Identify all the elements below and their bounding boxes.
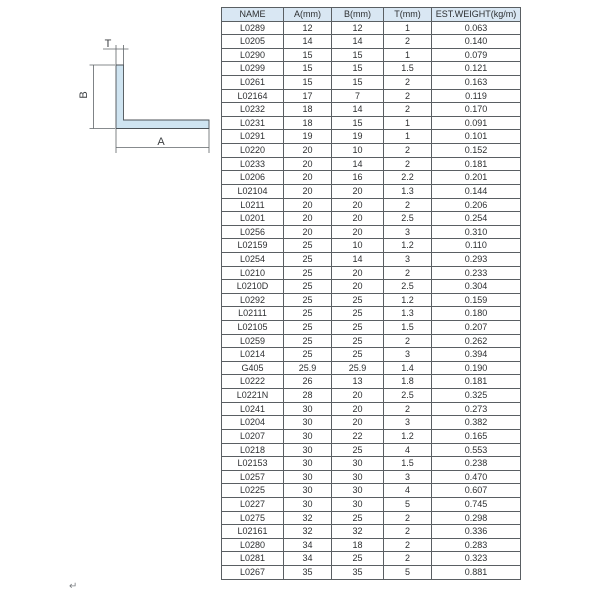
cell-name: L0299 xyxy=(222,62,284,76)
table-row xyxy=(222,429,521,443)
table-row xyxy=(222,157,521,171)
cell-value: 25.9 xyxy=(332,361,384,375)
cell-value: 20 xyxy=(332,280,384,294)
column-header-3: T(mm) xyxy=(384,8,432,22)
cell-name: L02159 xyxy=(222,239,284,253)
table-row xyxy=(222,361,521,375)
cell-value: 16 xyxy=(332,171,384,185)
cell-value: 4 xyxy=(384,443,432,457)
cell-name: L0281 xyxy=(222,552,284,566)
table-row xyxy=(222,321,521,335)
table-row xyxy=(222,76,521,90)
cell-value: 0.163 xyxy=(432,76,521,90)
table-row xyxy=(222,416,521,430)
cell-value: 20 xyxy=(332,402,384,416)
cell-value: 0.607 xyxy=(432,484,521,498)
cell-value: 1.5 xyxy=(384,457,432,471)
cell-value: 0.206 xyxy=(432,198,521,212)
cell-value: 12 xyxy=(332,21,384,35)
cell-name: L0204 xyxy=(222,416,284,430)
cell-value: 4 xyxy=(384,484,432,498)
cell-name: L02161 xyxy=(222,525,284,539)
b-dimension xyxy=(90,65,116,129)
table-row xyxy=(222,348,521,362)
cell-value: 3 xyxy=(384,252,432,266)
cell-value: 5 xyxy=(384,497,432,511)
cell-value: 35 xyxy=(284,565,332,579)
cell-name: L0289 xyxy=(222,21,284,35)
cell-name: L0290 xyxy=(222,48,284,62)
cell-value: 30 xyxy=(284,497,332,511)
cell-value: 0.254 xyxy=(432,212,521,226)
table-row xyxy=(222,402,521,416)
table-row xyxy=(222,375,521,389)
cell-name: G405 xyxy=(222,361,284,375)
cell-value: 1.2 xyxy=(384,293,432,307)
cell-name: L0210 xyxy=(222,266,284,280)
cell-name: L02153 xyxy=(222,457,284,471)
cell-value: 0.336 xyxy=(432,525,521,539)
cell-value: 1.2 xyxy=(384,429,432,443)
cell-value: 0.119 xyxy=(432,89,521,103)
cell-value: 14 xyxy=(332,157,384,171)
cell-value: 32 xyxy=(284,525,332,539)
cell-value: 2 xyxy=(384,144,432,158)
cell-value: 20 xyxy=(284,184,332,198)
cell-value: 30 xyxy=(332,457,384,471)
cell-value: 13 xyxy=(332,375,384,389)
cell-value: 18 xyxy=(332,538,384,552)
cell-value: 20 xyxy=(284,157,332,171)
cell-value: 0.063 xyxy=(432,21,521,35)
cell-value: 20 xyxy=(284,212,332,226)
cell-value: 0.293 xyxy=(432,252,521,266)
cell-name: L0222 xyxy=(222,375,284,389)
cell-value: 3 xyxy=(384,470,432,484)
cell-value: 20 xyxy=(332,416,384,430)
cell-value: 25 xyxy=(332,321,384,335)
cell-value: 30 xyxy=(332,484,384,498)
cell-name: L0206 xyxy=(222,171,284,185)
cell-value: 2 xyxy=(384,103,432,117)
cell-value: 2.2 xyxy=(384,171,432,185)
cell-value: 0.140 xyxy=(432,35,521,49)
table-row xyxy=(222,307,521,321)
cell-name: L0292 xyxy=(222,293,284,307)
cell-value: 1.3 xyxy=(384,184,432,198)
cell-value: 30 xyxy=(284,429,332,443)
cell-value: 15 xyxy=(332,76,384,90)
cell-value: 2 xyxy=(384,35,432,49)
table-row xyxy=(222,443,521,457)
cell-value: 1.3 xyxy=(384,307,432,321)
cell-value: 14 xyxy=(332,252,384,266)
cell-value: 30 xyxy=(332,470,384,484)
cell-value: 1 xyxy=(384,21,432,35)
cell-value: 25 xyxy=(332,443,384,457)
cell-value: 0.310 xyxy=(432,225,521,239)
cell-name: L0254 xyxy=(222,252,284,266)
cell-value: 2 xyxy=(384,402,432,416)
cell-value: 0.159 xyxy=(432,293,521,307)
cell-value: 18 xyxy=(284,103,332,117)
cell-value: 0.190 xyxy=(432,361,521,375)
cell-value: 0.394 xyxy=(432,348,521,362)
cell-name: L0280 xyxy=(222,538,284,552)
cell-value: 1.4 xyxy=(384,361,432,375)
cell-value: 3 xyxy=(384,416,432,430)
cell-value: 1.2 xyxy=(384,239,432,253)
cell-value: 2 xyxy=(384,157,432,171)
cell-name: L0232 xyxy=(222,103,284,117)
table-row xyxy=(222,62,521,76)
cell-value: 25 xyxy=(332,293,384,307)
cell-value: 1 xyxy=(384,48,432,62)
table-row xyxy=(222,552,521,566)
cell-name: L0267 xyxy=(222,565,284,579)
cell-value: 25 xyxy=(284,293,332,307)
cell-value: 25 xyxy=(284,239,332,253)
table-row xyxy=(222,525,521,539)
cell-value: 1 xyxy=(384,130,432,144)
cell-value: 25.9 xyxy=(284,361,332,375)
cell-value: 10 xyxy=(332,239,384,253)
paragraph-mark: ↵ xyxy=(69,581,78,592)
cell-value: 26 xyxy=(284,375,332,389)
cell-value: 30 xyxy=(284,416,332,430)
angle-profile-diagram xyxy=(68,32,228,162)
cell-value: 14 xyxy=(332,103,384,117)
cell-value: 1.5 xyxy=(384,321,432,335)
cell-value: 15 xyxy=(284,48,332,62)
cell-name: L0201 xyxy=(222,212,284,226)
cell-value: 2 xyxy=(384,266,432,280)
table-row xyxy=(222,89,521,103)
cell-name: L02111 xyxy=(222,307,284,321)
cell-name: L0259 xyxy=(222,334,284,348)
cell-value: 2 xyxy=(384,511,432,525)
t-dimension-label: T xyxy=(104,38,112,50)
cell-value: 25 xyxy=(332,552,384,566)
cell-value: 25 xyxy=(332,348,384,362)
cell-value: 15 xyxy=(284,62,332,76)
cell-value: 0.325 xyxy=(432,389,521,403)
cell-value: 30 xyxy=(284,484,332,498)
cell-name: L0256 xyxy=(222,225,284,239)
cell-value: 32 xyxy=(332,525,384,539)
cell-value: 34 xyxy=(284,552,332,566)
cell-value: 0.180 xyxy=(432,307,521,321)
cell-value: 15 xyxy=(332,116,384,130)
cell-value: 20 xyxy=(332,225,384,239)
cell-value: 0.304 xyxy=(432,280,521,294)
table-row xyxy=(222,538,521,552)
cell-value: 35 xyxy=(332,565,384,579)
table-row xyxy=(222,252,521,266)
cell-name: L0227 xyxy=(222,497,284,511)
cell-value: 2 xyxy=(384,538,432,552)
cell-value: 30 xyxy=(284,402,332,416)
table-row xyxy=(222,293,521,307)
cell-value: 0.881 xyxy=(432,565,521,579)
cell-name: L0205 xyxy=(222,35,284,49)
cell-value: 20 xyxy=(332,389,384,403)
cell-name: L0275 xyxy=(222,511,284,525)
cell-value: 2 xyxy=(384,334,432,348)
cell-value: 0.553 xyxy=(432,443,521,457)
table-row xyxy=(222,21,521,35)
table-row xyxy=(222,497,521,511)
table-row xyxy=(222,280,521,294)
cell-value: 20 xyxy=(284,225,332,239)
table-header-row xyxy=(222,8,521,22)
table-row xyxy=(222,389,521,403)
cell-value: 0.121 xyxy=(432,62,521,76)
cell-value: 25 xyxy=(284,252,332,266)
table-row xyxy=(222,184,521,198)
cell-value: 0.101 xyxy=(432,130,521,144)
table-row xyxy=(222,565,521,579)
cell-value: 2 xyxy=(384,89,432,103)
cell-value: 15 xyxy=(284,76,332,90)
cell-name: L0261 xyxy=(222,76,284,90)
cell-value: 1 xyxy=(384,116,432,130)
cell-name: L0233 xyxy=(222,157,284,171)
cell-name: L0214 xyxy=(222,348,284,362)
cell-value: 20 xyxy=(284,171,332,185)
table-row xyxy=(222,103,521,117)
cell-value: 22 xyxy=(332,429,384,443)
table-row xyxy=(222,470,521,484)
cell-value: 10 xyxy=(332,144,384,158)
cell-value: 0.298 xyxy=(432,511,521,525)
cell-value: 0.170 xyxy=(432,103,521,117)
cell-value: 25 xyxy=(332,307,384,321)
cell-value: 25 xyxy=(284,280,332,294)
cell-value: 0.091 xyxy=(432,116,521,130)
table-row xyxy=(222,144,521,158)
table-row xyxy=(222,35,521,49)
cell-value: 30 xyxy=(284,443,332,457)
cell-name: L02104 xyxy=(222,184,284,198)
cell-value: 20 xyxy=(332,198,384,212)
cell-value: 20 xyxy=(284,144,332,158)
table-row xyxy=(222,266,521,280)
cell-name: L0225 xyxy=(222,484,284,498)
cell-value: 25 xyxy=(284,334,332,348)
cell-name: L0241 xyxy=(222,402,284,416)
cell-value: 2 xyxy=(384,525,432,539)
table-row xyxy=(222,116,521,130)
cell-name: L02105 xyxy=(222,321,284,335)
cell-value: 28 xyxy=(284,389,332,403)
table-row xyxy=(222,48,521,62)
cell-value: 7 xyxy=(332,89,384,103)
cell-value: 0.262 xyxy=(432,334,521,348)
cell-name: L02164 xyxy=(222,89,284,103)
cell-name: L0218 xyxy=(222,443,284,457)
cell-value: 0.181 xyxy=(432,375,521,389)
cell-value: 17 xyxy=(284,89,332,103)
cell-value: 0.283 xyxy=(432,538,521,552)
column-header-1: A(mm) xyxy=(284,8,332,22)
table-row xyxy=(222,511,521,525)
cell-value: 30 xyxy=(332,497,384,511)
table-row xyxy=(222,171,521,185)
cell-name: L0221N xyxy=(222,389,284,403)
table-row xyxy=(222,484,521,498)
table-row xyxy=(222,130,521,144)
cell-value: 2.5 xyxy=(384,389,432,403)
cell-value: 25 xyxy=(284,266,332,280)
cell-value: 0.273 xyxy=(432,402,521,416)
cell-value: 30 xyxy=(284,457,332,471)
cell-value: 25 xyxy=(332,334,384,348)
cell-value: 25 xyxy=(332,511,384,525)
cell-value: 25 xyxy=(284,307,332,321)
cell-value: 0.110 xyxy=(432,239,521,253)
cell-value: 18 xyxy=(284,116,332,130)
cell-value: 19 xyxy=(284,130,332,144)
cell-value: 2 xyxy=(384,552,432,566)
b-dimension-label: B xyxy=(78,91,90,99)
cell-value: 25 xyxy=(284,321,332,335)
table-row xyxy=(222,212,521,226)
cell-value: 19 xyxy=(332,130,384,144)
cell-value: 1.5 xyxy=(384,62,432,76)
cell-value: 0.152 xyxy=(432,144,521,158)
table-row xyxy=(222,198,521,212)
cell-value: 20 xyxy=(332,266,384,280)
table-body xyxy=(222,21,521,579)
cell-value: 32 xyxy=(284,511,332,525)
cell-name: L0211 xyxy=(222,198,284,212)
cell-value: 30 xyxy=(284,470,332,484)
cell-value: 34 xyxy=(284,538,332,552)
table-row xyxy=(222,457,521,471)
cell-value: 0.233 xyxy=(432,266,521,280)
column-header-2: B(mm) xyxy=(332,8,384,22)
cell-value: 15 xyxy=(332,62,384,76)
cell-value: 0.382 xyxy=(432,416,521,430)
table-row xyxy=(222,334,521,348)
cell-value: 2.5 xyxy=(384,212,432,226)
cell-value: 0.323 xyxy=(432,552,521,566)
cell-name: L0207 xyxy=(222,429,284,443)
table-row xyxy=(222,239,521,253)
cell-value: 1.8 xyxy=(384,375,432,389)
cell-name: L0257 xyxy=(222,470,284,484)
cell-value: 14 xyxy=(284,35,332,49)
cell-value: 0.201 xyxy=(432,171,521,185)
cell-value: 12 xyxy=(284,21,332,35)
cell-value: 0.144 xyxy=(432,184,521,198)
cell-value: 14 xyxy=(332,35,384,49)
cell-value: 3 xyxy=(384,348,432,362)
cell-value: 20 xyxy=(332,184,384,198)
angle-spec-table xyxy=(221,7,521,580)
column-header-4: EST.WEIGHT(kg/m) xyxy=(432,8,521,22)
cell-value: 3 xyxy=(384,225,432,239)
cell-value: 20 xyxy=(332,212,384,226)
a-dimension-label: A xyxy=(157,136,165,148)
cell-name: L0220 xyxy=(222,144,284,158)
table-row xyxy=(222,225,521,239)
cell-value: 0.207 xyxy=(432,321,521,335)
cell-value: 25 xyxy=(284,348,332,362)
cell-name: L0291 xyxy=(222,130,284,144)
cell-value: 2 xyxy=(384,198,432,212)
cell-value: 0.079 xyxy=(432,48,521,62)
cell-name: L0210D xyxy=(222,280,284,294)
cell-value: 0.238 xyxy=(432,457,521,471)
cell-value: 15 xyxy=(332,48,384,62)
cell-value: 2.5 xyxy=(384,280,432,294)
cell-value: 2 xyxy=(384,76,432,90)
cell-value: 0.165 xyxy=(432,429,521,443)
cell-name: L0231 xyxy=(222,116,284,130)
cell-value: 5 xyxy=(384,565,432,579)
cell-value: 20 xyxy=(284,198,332,212)
cell-value: 0.181 xyxy=(432,157,521,171)
angle-profile-shape xyxy=(116,65,209,129)
cell-value: 0.470 xyxy=(432,470,521,484)
cell-value: 0.745 xyxy=(432,497,521,511)
column-header-0: NAME xyxy=(222,8,284,22)
